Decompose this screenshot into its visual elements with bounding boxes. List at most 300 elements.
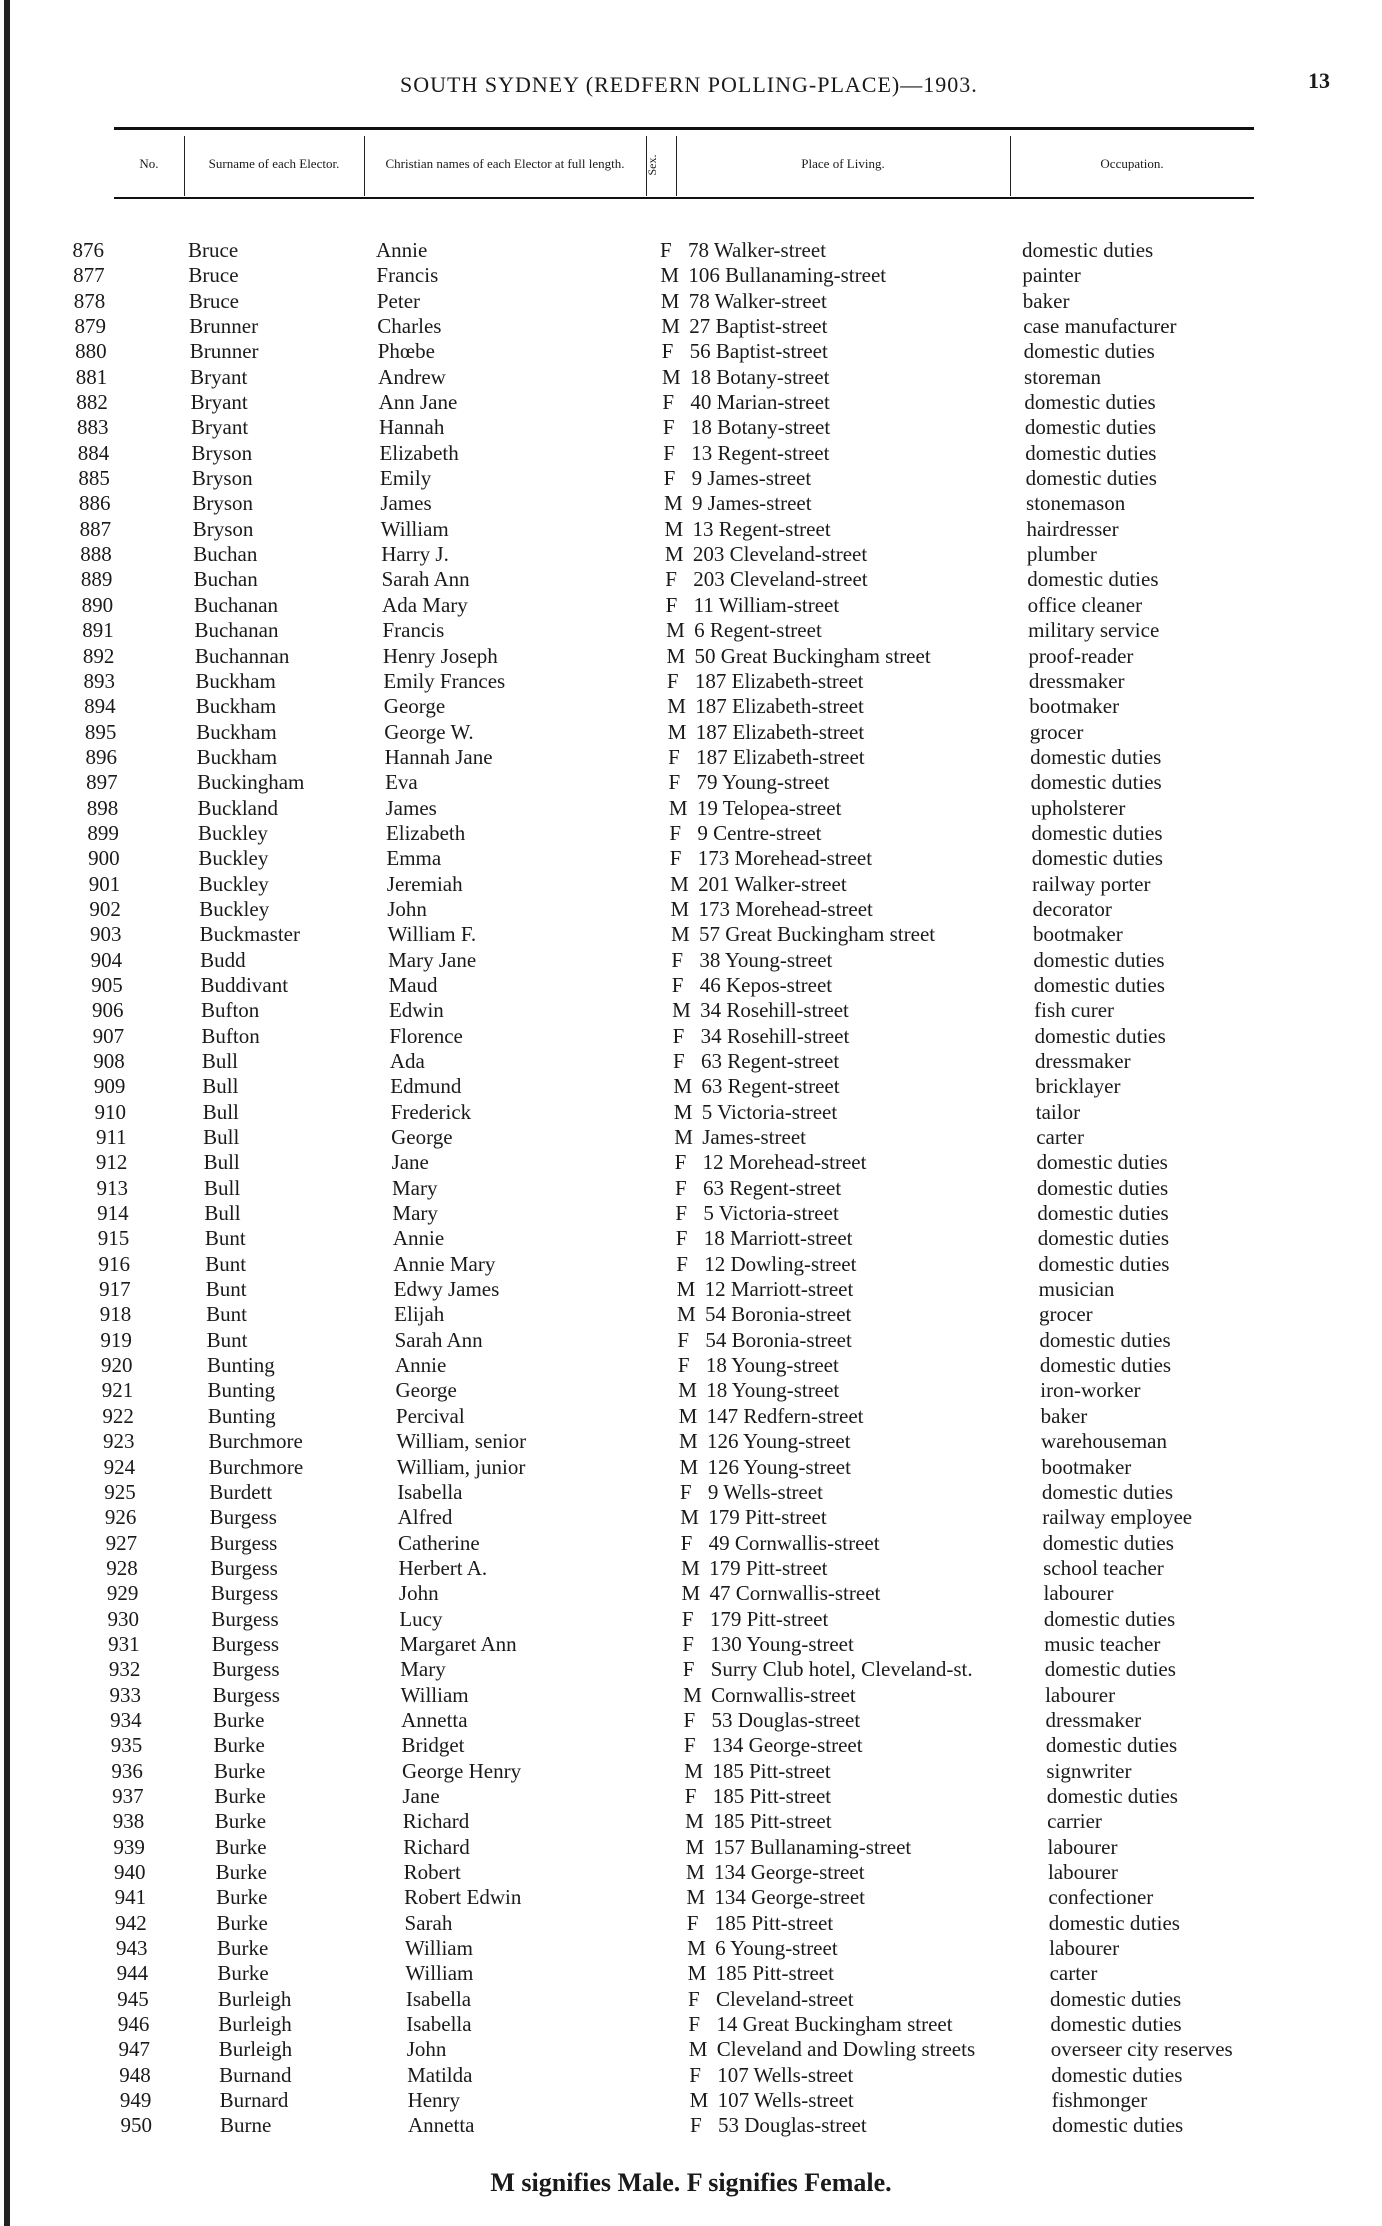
elector-place-of-living: 53 Douglas-street <box>718 2113 867 2138</box>
elector-occupation: office cleaner <box>1027 592 1143 617</box>
elector-place-of-living: 79 Young-street <box>696 770 830 795</box>
elector-surname: Bunting <box>207 1378 276 1403</box>
elector-sex: F <box>672 1049 685 1073</box>
elector-sex: M <box>681 1555 700 1580</box>
elector-place-of-living: 107 Wells-street <box>717 2088 854 2113</box>
elector-place-of-living: 106 Bullanaming-street <box>688 263 887 288</box>
elector-christian-names: Mary <box>400 1657 446 1682</box>
elector-place-of-living: 187 Elizabeth-street <box>695 694 864 719</box>
elector-sex: F <box>680 1530 693 1555</box>
elector-number: 899 <box>87 820 119 845</box>
elector-number: 916 <box>98 1251 130 1276</box>
elector-place-of-living: 126 Young-street <box>707 1454 851 1479</box>
elector-place-of-living: 63 Regent-street <box>701 1074 840 1099</box>
elector-surname: Bull <box>204 1175 241 1200</box>
elector-surname: Burke <box>215 1834 267 1859</box>
elector-surname: Bryson <box>192 491 253 516</box>
elector-occupation: domestic duties <box>1042 1530 1174 1555</box>
elector-occupation: case manufacturer <box>1023 314 1177 339</box>
elector-number: 932 <box>108 1657 141 1682</box>
elector-christian-names: Richard <box>402 1809 470 1834</box>
elector-surname: Burke <box>216 1936 269 1961</box>
table-row <box>0 1708 1382 1733</box>
elector-place-of-living: 34 Rosehill-street <box>700 1023 850 1048</box>
table-row <box>0 694 1382 719</box>
elector-surname: Burke <box>215 1860 267 1884</box>
elector-occupation: painter <box>1022 263 1081 288</box>
elector-christian-names: James <box>385 795 437 820</box>
elector-christian-names: Hannah <box>379 415 445 440</box>
elector-number: 950 <box>120 2113 152 2138</box>
elector-christian-names: William <box>380 516 449 541</box>
elector-place-of-living: 19 Telopea-street <box>696 795 842 820</box>
elector-place-of-living: 34 Rosehill-street <box>700 998 849 1023</box>
elector-surname: Bull <box>201 1049 239 1073</box>
elector-place-of-living: Cleveland and Dowling streets <box>716 2037 976 2062</box>
elector-christian-names: George <box>383 694 446 719</box>
elector-place-of-living: 147 Redfern-street <box>706 1403 864 1428</box>
elector-number: 911 <box>95 1125 127 1150</box>
table-row <box>0 1226 1382 1251</box>
elector-number: 912 <box>95 1150 128 1175</box>
elector-place-of-living: 6 Young-street <box>715 1936 838 1961</box>
elector-surname: Burgess <box>212 1657 280 1682</box>
elector-place-of-living: 134 George-street <box>711 1733 863 1758</box>
elector-christian-names: George W. <box>384 719 474 744</box>
elector-occupation: bootmaker <box>1041 1454 1132 1479</box>
table-row <box>0 1049 1382 1074</box>
elector-occupation: signwriter <box>1046 1758 1132 1783</box>
elector-christian-names: Ada <box>389 1049 425 1073</box>
elector-sex: F <box>676 1251 688 1276</box>
table-row <box>0 948 1382 973</box>
elector-number: 906 <box>91 998 124 1023</box>
table-row <box>0 1531 1382 1556</box>
elector-occupation: grocer <box>1039 1302 1093 1327</box>
elector-occupation: domestic duties <box>1031 820 1163 845</box>
page-number: 13 <box>1308 68 1330 93</box>
elector-number: 884 <box>77 440 110 465</box>
elector-surname: Bull <box>203 1150 240 1175</box>
elector-place-of-living: 11 William-street <box>693 592 840 617</box>
elector-place-of-living: 185 Pitt-street <box>715 1961 834 1986</box>
elector-surname: Bruce <box>188 263 239 288</box>
elector-number: 897 <box>86 770 118 795</box>
table-row <box>0 289 1382 314</box>
elector-surname: Burgess <box>210 1581 279 1606</box>
elector-surname: Bunt <box>206 1327 248 1352</box>
elector-occupation: iron-worker <box>1040 1378 1141 1403</box>
elector-christian-names: Florence <box>389 1023 463 1048</box>
elector-sex: M <box>670 871 689 896</box>
elector-number: 949 <box>119 2088 152 2113</box>
elector-number: 888 <box>80 542 112 567</box>
elector-place-of-living: 107 Wells-street <box>717 2062 854 2087</box>
elector-christian-names: Ann Jane <box>378 390 458 415</box>
elector-christian-names: Robert Edwin <box>404 1885 522 1910</box>
elector-christian-names: Hannah Jane <box>384 744 493 769</box>
elector-christian-names: Francis <box>382 618 445 643</box>
elector-number: 939 <box>113 1834 145 1859</box>
elector-sex: F <box>683 1707 696 1732</box>
table-row <box>0 2012 1382 2037</box>
table-row <box>0 441 1382 466</box>
elector-surname: Burleigh <box>217 1986 292 2011</box>
elector-sex: M <box>686 1885 706 1910</box>
elector-number: 889 <box>80 567 113 592</box>
elector-number: 913 <box>96 1175 128 1200</box>
table-row <box>0 1835 1382 1860</box>
elector-place-of-living: 173 Morehead-street <box>698 896 873 921</box>
elector-sex: F <box>682 1631 694 1656</box>
elector-christian-names: Sarah Ann <box>381 567 470 592</box>
table-row <box>0 1683 1382 1708</box>
elector-christian-names: William F. <box>387 922 477 947</box>
table-row <box>0 2088 1382 2113</box>
elector-occupation: carter <box>1036 1125 1084 1150</box>
elector-sex: M <box>685 1809 704 1834</box>
elector-occupation: domestic duties <box>1023 339 1155 364</box>
elector-christian-names: Emily Frances <box>383 668 506 693</box>
table-row <box>0 1860 1382 1885</box>
elector-place-of-living: Cornwallis-street <box>711 1682 856 1707</box>
table-row <box>0 872 1382 897</box>
elector-sex: M <box>670 896 690 921</box>
elector-sex: M <box>668 795 688 820</box>
table-row <box>0 263 1382 288</box>
elector-place-of-living: 56 Baptist-street <box>689 339 828 364</box>
elector-occupation: grocer <box>1029 719 1084 744</box>
elector-christian-names: Mary Jane <box>388 947 477 972</box>
elector-place-of-living: 185 Pitt-street <box>714 1910 834 1935</box>
elector-sex: F <box>675 1201 688 1226</box>
elector-place-of-living: 201 Walker-street <box>698 871 847 896</box>
elector-number: 940 <box>114 1860 146 1884</box>
elector-place-of-living: 40 Marian-street <box>690 390 830 415</box>
elector-sex: M <box>685 1834 705 1859</box>
elector-christian-names: Emma <box>386 846 442 871</box>
elector-christian-names: Sarah Ann <box>394 1327 483 1352</box>
elector-occupation: plumber <box>1026 542 1097 567</box>
elector-christian-names: William <box>404 1936 473 1961</box>
elector-sex: F <box>679 1479 692 1504</box>
table-row <box>0 1176 1382 1201</box>
column-divider <box>364 136 365 196</box>
elector-place-of-living: 5 Victoria-street <box>701 1099 838 1124</box>
table-row <box>0 2063 1382 2088</box>
table-row <box>0 644 1382 669</box>
elector-number: 927 <box>105 1530 138 1555</box>
elector-place-of-living: 187 Elizabeth-street <box>694 668 864 693</box>
elector-sex: F <box>675 1175 687 1200</box>
table-row <box>0 973 1382 998</box>
elector-christian-names: Catherine <box>398 1530 480 1555</box>
column-header-occupation: Occupation. <box>1100 156 1164 171</box>
elector-place-of-living: 157 Bullanaming-street <box>713 1834 912 1859</box>
elector-number: 924 <box>103 1454 136 1479</box>
table-row <box>0 390 1382 415</box>
elector-christian-names: Andrew <box>378 364 446 389</box>
elector-sex: F <box>690 2113 702 2138</box>
elector-place-of-living: 9 Centre-street <box>697 820 822 845</box>
table-row <box>0 669 1382 694</box>
elector-number: 887 <box>79 516 112 541</box>
elector-occupation: domestic duties <box>1034 1023 1166 1048</box>
elector-christian-names: Mary <box>392 1201 438 1226</box>
elector-surname: Buckley <box>199 896 270 921</box>
column-header-christian: Christian names of each Elector at full length. <box>385 156 625 171</box>
elector-occupation: bootmaker <box>1032 922 1123 947</box>
elector-sex: M <box>684 1758 703 1783</box>
elector-sex: M <box>667 694 686 719</box>
elector-occupation: labourer <box>1047 1834 1118 1859</box>
elector-occupation: domestic duties <box>1041 1479 1174 1504</box>
elector-christian-names: George Henry <box>401 1758 522 1783</box>
elector-christian-names: William <box>400 1682 469 1707</box>
elector-occupation: domestic duties <box>1050 2012 1182 2037</box>
elector-number: 898 <box>86 795 119 820</box>
table-row <box>0 1581 1382 1606</box>
elector-christian-names: Henry Joseph <box>382 643 498 668</box>
sex-legend: M signifies Male. F signifies Female. <box>490 2168 892 2197</box>
elector-occupation: railway employee <box>1042 1505 1193 1530</box>
elector-occupation: domestic duties <box>1051 2062 1183 2087</box>
elector-number: 880 <box>75 339 107 364</box>
elector-number: 879 <box>74 314 106 339</box>
elector-sex: F <box>660 238 672 262</box>
elector-occupation: hairdresser <box>1026 516 1119 541</box>
elector-sex: F <box>677 1327 690 1352</box>
elector-number: 901 <box>88 871 121 896</box>
elector-surname: Burke <box>216 1910 268 1935</box>
elector-surname: Buckley <box>198 846 269 871</box>
elector-sex: M <box>683 1682 702 1707</box>
elector-surname: Bunting <box>207 1403 276 1428</box>
elector-occupation: fishmonger <box>1051 2088 1148 2113</box>
elector-occupation: domestic duties <box>1033 972 1165 997</box>
page-title: SOUTH SYDNEY (REDFERN POLLING-PLACE)—1903. <box>400 72 978 97</box>
elector-occupation: upholsterer <box>1030 795 1126 820</box>
elector-christian-names: John <box>387 896 427 921</box>
elector-place-of-living: 173 Morehead-street <box>697 846 873 871</box>
elector-surname: Burgess <box>210 1555 278 1580</box>
elector-sex: F <box>675 1226 688 1251</box>
table-row <box>0 846 1382 871</box>
elector-sex: F <box>686 1910 699 1935</box>
elector-occupation: musician <box>1038 1277 1115 1302</box>
table-row <box>0 1505 1382 1530</box>
elector-place-of-living: 18 Young-street <box>706 1378 840 1403</box>
elector-sex: F <box>687 1986 700 2011</box>
elector-place-of-living: 18 Marriott-street <box>703 1226 853 1251</box>
elector-occupation: domestic duties <box>1039 1327 1171 1352</box>
elector-surname: Bunt <box>204 1226 246 1251</box>
elector-sex: F <box>665 592 678 617</box>
elector-surname: Bull <box>202 1099 239 1124</box>
elector-surname: Burgess <box>210 1530 278 1555</box>
elector-occupation: domestic duties <box>1024 390 1156 415</box>
elector-sex: M <box>680 1505 699 1530</box>
elector-number: 910 <box>94 1099 127 1124</box>
elector-sex: M <box>661 314 680 339</box>
elector-surname: Buckley <box>197 820 268 845</box>
elector-sex: M <box>689 2088 709 2113</box>
elector-number: 907 <box>92 1023 125 1048</box>
elector-sex: F <box>663 440 675 465</box>
column-divider <box>1010 136 1011 196</box>
table-row <box>0 1125 1382 1150</box>
elector-number: 900 <box>88 846 120 871</box>
elector-surname: Burnard <box>219 2088 289 2113</box>
elector-surname: Bunt <box>205 1277 247 1302</box>
elector-surname: Burke <box>216 1885 268 1910</box>
elector-place-of-living: 54 Boronia-street <box>705 1302 852 1327</box>
elector-surname: Bruce <box>188 288 240 313</box>
column-header-sex: Sex. <box>645 154 659 176</box>
elector-place-of-living: 134 George-street <box>714 1885 865 1910</box>
elector-number: 921 <box>101 1378 134 1403</box>
elector-sex: M <box>660 263 680 288</box>
elector-christian-names: Maud <box>388 972 438 997</box>
elector-surname: Bunt <box>205 1251 247 1276</box>
elector-surname: Burgess <box>211 1631 280 1656</box>
elector-christian-names: Annetta <box>408 2113 475 2138</box>
elector-surname: Brunner <box>189 314 259 339</box>
table-row <box>0 517 1382 542</box>
elector-sex: M <box>685 1860 705 1884</box>
table-row <box>0 618 1382 643</box>
table-row <box>0 1100 1382 1125</box>
elector-christian-names: Edwin <box>388 998 444 1023</box>
elector-christian-names: John <box>398 1581 439 1606</box>
table-row <box>0 1885 1382 1910</box>
table-row <box>0 1759 1382 1784</box>
elector-christian-names: Matilda <box>407 2062 473 2087</box>
elector-sex: F <box>684 1783 697 1808</box>
table-row <box>0 1429 1382 1454</box>
elector-surname: Bull <box>203 1125 240 1150</box>
table-row <box>0 415 1382 440</box>
elector-occupation: railway porter <box>1032 871 1151 896</box>
elector-occupation: military service <box>1028 618 1160 643</box>
elector-place-of-living: 14 Great Buckingham street <box>716 2012 953 2037</box>
elector-number: 892 <box>82 643 115 668</box>
elector-christian-names: George <box>395 1378 457 1403</box>
elector-number: 934 <box>110 1707 142 1732</box>
elector-sex: M <box>660 288 680 313</box>
elector-christian-names: Eva <box>385 770 418 795</box>
table-row <box>0 491 1382 516</box>
elector-occupation: domestic duties <box>1039 1353 1172 1378</box>
elector-place-of-living: 179 Pitt-street <box>708 1505 827 1530</box>
elector-sex: F <box>665 567 677 592</box>
elector-place-of-living: 185 Pitt-street <box>712 1758 831 1783</box>
elector-surname: Buchanan <box>194 592 279 617</box>
table-row <box>0 365 1382 390</box>
table-row <box>0 1657 1382 1682</box>
elector-christian-names: Emily <box>379 466 432 491</box>
elector-number: 937 <box>112 1783 144 1808</box>
elector-christian-names: Peter <box>376 288 421 313</box>
elector-christian-names: William, junior <box>396 1454 526 1479</box>
elector-surname: Buckmaster <box>199 922 300 947</box>
elector-number: 933 <box>109 1682 141 1707</box>
elector-place-of-living: James-street <box>702 1125 806 1150</box>
elector-place-of-living: 78 Walker-street <box>688 238 827 262</box>
table-row <box>0 314 1382 339</box>
elector-surname: Burleigh <box>218 2037 293 2062</box>
elector-christian-names: William, senior <box>396 1429 527 1454</box>
elector-occupation: domestic duties <box>1025 466 1157 491</box>
elector-christian-names: Francis <box>376 263 439 288</box>
elector-christian-names: Elizabeth <box>385 820 466 845</box>
elector-surname: Bull <box>202 1074 239 1099</box>
elector-number: 893 <box>83 668 116 693</box>
elector-place-of-living: 203 Cleveland-street <box>693 567 868 592</box>
elector-occupation: domestic duties <box>1022 238 1154 262</box>
table-row <box>0 922 1382 947</box>
elector-number: 926 <box>104 1505 137 1530</box>
table-row <box>0 1784 1382 1809</box>
table-row <box>0 542 1382 567</box>
elector-place-of-living: 78 Walker-street <box>688 288 827 313</box>
elector-surname: Bunt <box>206 1302 247 1327</box>
elector-occupation: domestic duties <box>1030 770 1162 795</box>
elector-surname: Bryant <box>190 364 248 389</box>
elector-surname: Buckingham <box>197 770 305 795</box>
elector-christian-names: Herbert A. <box>398 1555 488 1580</box>
elector-number: 917 <box>99 1277 131 1302</box>
elector-christian-names: George <box>391 1125 453 1150</box>
elector-sex: F <box>662 390 675 415</box>
elector-occupation: domestic duties <box>1024 415 1157 440</box>
table-row <box>0 1987 1382 2012</box>
elector-place-of-living: 9 James-street <box>692 491 812 516</box>
table-row <box>0 339 1382 364</box>
elector-number: 891 <box>82 618 114 643</box>
elector-surname: Bryson <box>191 466 253 491</box>
elector-occupation: fish curer <box>1034 998 1115 1023</box>
elector-number: 941 <box>114 1885 147 1910</box>
elector-christian-names: Mary <box>392 1175 438 1200</box>
elector-place-of-living: 9 James-street <box>691 466 812 491</box>
elector-occupation: domestic duties <box>1048 1910 1180 1935</box>
elector-sex: M <box>687 1961 707 1986</box>
elector-surname: Buchanan <box>194 618 279 643</box>
elector-christian-names: Ada Mary <box>382 592 468 617</box>
elector-christian-names: William <box>405 1961 474 1986</box>
elector-number: 890 <box>81 592 114 617</box>
elector-number: 885 <box>78 466 110 491</box>
elector-place-of-living: Cleveland-street <box>715 1986 854 2011</box>
elector-place-of-living: 53 Douglas-street <box>711 1707 861 1732</box>
elector-place-of-living: 47 Cornwallis-street <box>709 1581 881 1606</box>
table-row <box>0 745 1382 770</box>
elector-christian-names: Lucy <box>399 1606 443 1631</box>
table-row <box>0 1455 1382 1480</box>
elector-occupation: music teacher <box>1044 1631 1161 1656</box>
elector-sex: F <box>668 744 680 769</box>
elector-occupation: dressmaker <box>1045 1707 1142 1732</box>
elector-number: 919 <box>100 1327 132 1352</box>
elector-sex: M <box>677 1302 696 1327</box>
table-row <box>0 1074 1382 1099</box>
elector-sex: F <box>674 1150 687 1175</box>
elector-occupation: labourer <box>1049 1936 1120 1961</box>
elector-number: 895 <box>84 719 117 744</box>
elector-christian-names: John <box>406 2037 447 2062</box>
elector-occupation: storeman <box>1024 364 1101 389</box>
